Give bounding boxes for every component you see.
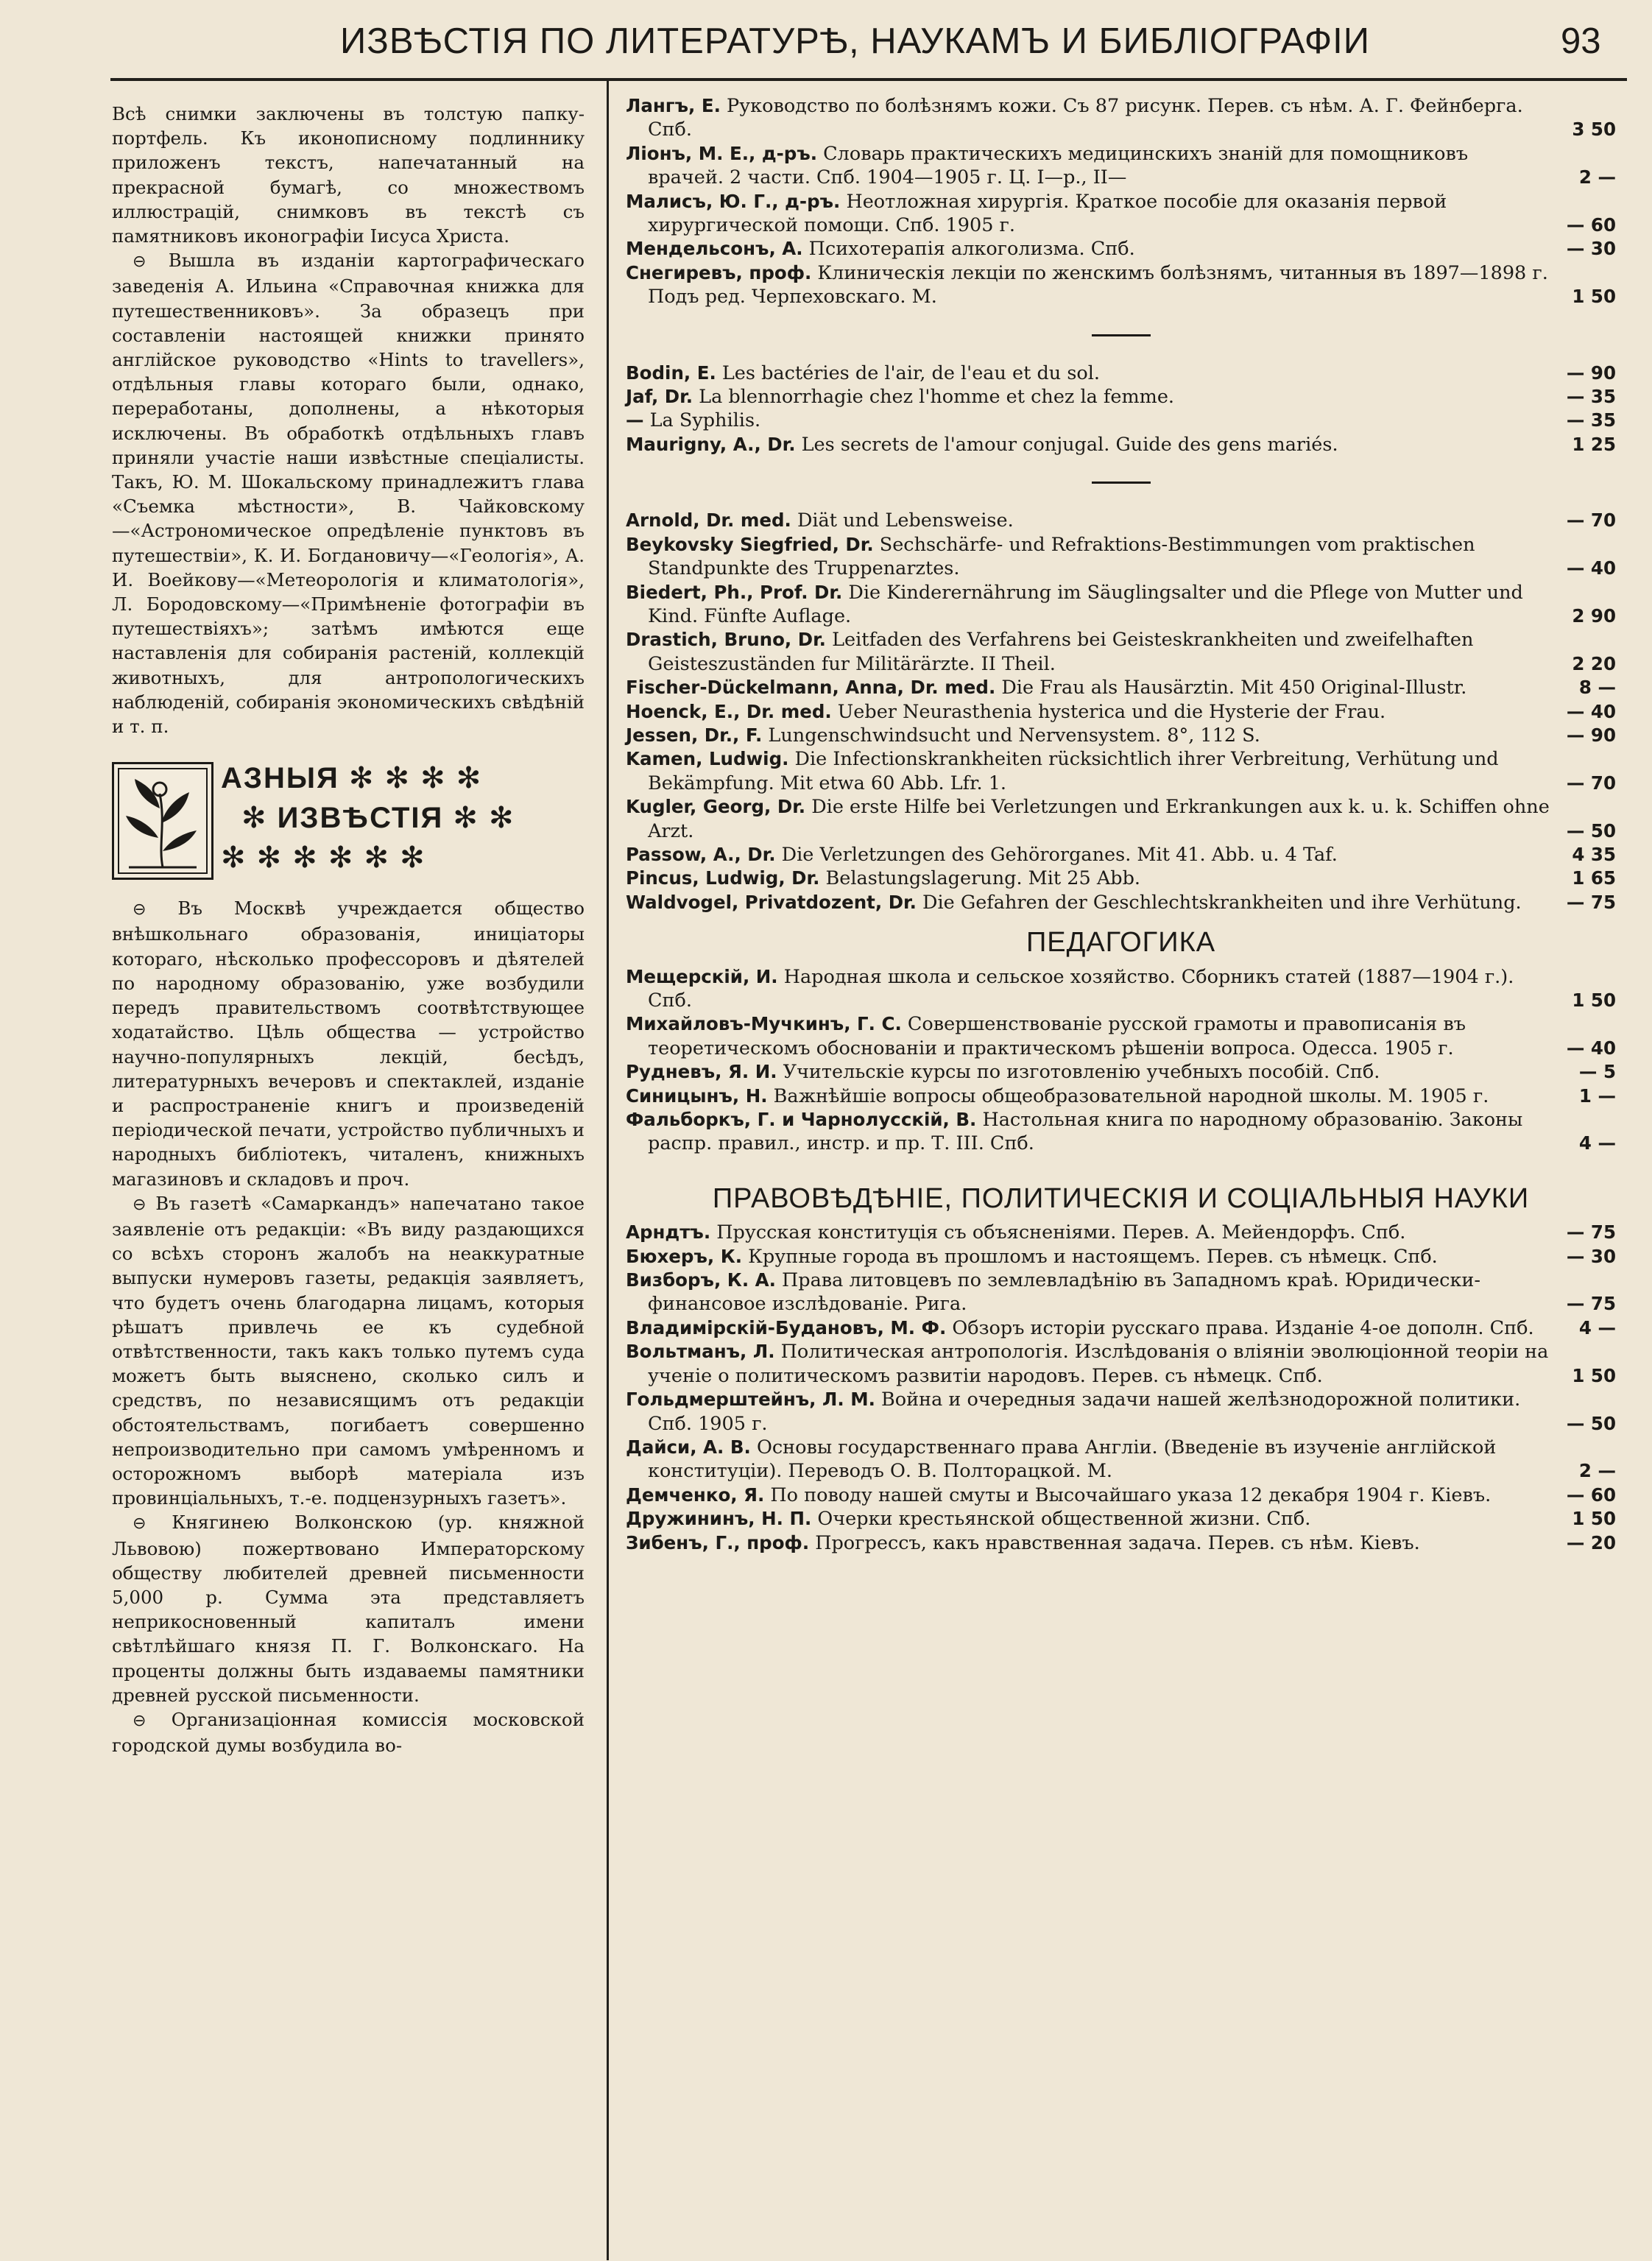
- travel-guide-paragraph: ⊖ Вышла въ изданіи картографическаго заведенія А. Ильина «Справочная книжка для путешественниковъ». За образецъ при составленіи настоящей книжки принято англійское руководство «Hints to travellers», отдѣльныя главы котораго были, однако, переработаны, дополнены, а нѣкоторыя исключены. Въ обработкѣ отдѣльныхъ главъ приняли участіе наши извѣстные спеціалисты. Такъ, Ю. М. Шокальскому принадлежитъ глава «Съемка мѣстности», В. Чайковскому—«Астрономическое опредѣленіе пунктовъ въ путешествіи», К. И. Богдановичу—«Геологія», А. И. Воейкову—«Метеорологія и климатологія», Л. Бородовскому—«Примѣненіе фотографіи въ путешествіяхъ»; затѣмъ имѣются еще наставленія для собиранія растеній, коллекцій животныхъ, для антропологическихъ наблюденій, собиранія экономическихъ свѣдѣній и т. п.: [112, 250, 585, 738]
- book-entry: Демченко, Я. По поводу нашей смуты и Высочайшаго указа 12 декабря 1904 г. Кіевъ. — 60: [626, 1484, 1616, 1506]
- news-item: ⊖ Организаціонная комиссія московской городской думы возбудила во-: [112, 1708, 585, 1757]
- book-entry: Зибенъ, Г., проф. Прогрессъ, какъ нравственная задача. Перев. съ нѣм. Кіевъ. — 20: [626, 1531, 1616, 1554]
- book-entry: Фальборкъ, Г. и Чарнолусскій, В. Настольная книга по народному образованію. Законы распр. правил., инстр. и пр. Т. III. Спб. 4 —: [626, 1109, 1616, 1155]
- book-entry: Ліонъ, М. Е., д-ръ. Словарь практическихъ медицинскихъ знаній для помощниковъ врачей. 2 части. Спб. 1904—1905 г. Ц. I—р., II— 2 —: [626, 142, 1616, 189]
- book-entry: Вольтманъ, Л. Политическая антропологія. Изслѣдованія о вліяніи эволюціонной теоріи на ученіе о политическомъ развитіи народовъ. Перев. съ нѣмецк. Спб. 1 50: [626, 1341, 1616, 1387]
- book-entry: Арндтъ. Прусская конституція съ объясненіями. Перев. А. Мейендорфъ. Спб. — 75: [626, 1221, 1616, 1244]
- book-entry: Beykovsky Siegfried, Dr. Sechschärfe- und Refraktions-Bestimmungen vom praktischen Standpunkte des Truppenarztes. — 40: [626, 533, 1616, 580]
- book-entry: Владимірскій-Будановъ, М. Ф. Обзоръ исторіи русскаго права. Изданіе 4-ое дополн. Спб. 4 —: [626, 1316, 1616, 1339]
- book-entry: Biedert, Ph., Prof. Dr. Die Kinderernährung im Säuglingsalter und die Pflege von Mutter und Kind. Fünfte Auflage. 2 90: [626, 581, 1616, 627]
- book-entry: Мещерскій, И. Народная школа и сельское хозяйство. Сборникъ статей (1887—1904 г.). Спб. 1 50: [626, 965, 1616, 1012]
- book-entry: Drastich, Bruno, Dr. Leitfaden des Verfahrens bei Geisteskrankheiten und zweifelhaften Geisteszuständen fur Militärärzte. II Theil. 2 20: [626, 629, 1616, 675]
- news-heading-line: ✻ ✻ ✻ ✻ ✻ ✻: [221, 842, 426, 875]
- book-entry: Arnold, Dr. med. Diät und Lebensweise. — 70: [626, 509, 1616, 532]
- section-separator: [1092, 334, 1151, 336]
- book-entry: Гольдмерштейнъ, Л. М. Война и очередныя задачи нашей желѣзнодорожной политики. Спб. 1905 г. — 50: [626, 1389, 1616, 1435]
- news-heading: [112, 762, 585, 886]
- book-entry: Jessen, Dr., F. Lungenschwindsucht und Nervensystem. 8°, 112 S. — 90: [626, 724, 1616, 747]
- book-entry: Jaf, Dr. La blennorrhagie chez l'homme et chez la femme. — 35: [626, 386, 1616, 409]
- news-item: ⊖ Въ Москвѣ учреждается общество внѣшкольнаго образованія, иниціаторы котораго, нѣсколько профессоровъ и дѣятелей по народному образованію, уже возбудили передъ правительствомъ соотвѣтствующее ходатайство. Цѣль общества — устройство научно-популярныхъ лекцій, бесѣдъ, литературныхъ вечеровъ и спектаклей, изданіе и распространеніе книгъ и произведеній періодической печати, устройство публичныхъ и народныхъ библіотекъ, читаленъ, книжныхъ магазиновъ и складовъ и проч.: [112, 897, 585, 1190]
- pedagogy-list: [626, 965, 1616, 1156]
- book-entry: Синицынъ, Н. Важнѣйшіе вопросы общеобразовательной народной школы. М. 1905 г. 1 —: [626, 1084, 1616, 1107]
- book-entry: Снегиревъ, проф. Клиническія лекціи по женскимъ болѣзнямъ, читанныя въ 1897—1898 г. Подъ ред. Черпеховскаго. М. 1 50: [626, 261, 1616, 308]
- paragraph-mark-icon: ⊖: [133, 900, 147, 920]
- running-title: ИЗВѢСТІЯ ПО ЛИТЕРАТУРѢ, НАУКАМЪ И БИБЛІОГРАФІИ: [340, 21, 1371, 61]
- book-entry: Бюхеръ, К. Крупные города въ прошломъ и настоящемъ. Перев. съ нѣмецк. Спб. — 30: [626, 1245, 1616, 1268]
- news-heading-line: АЗНЫЯ ✻ ✻ ✻ ✻: [221, 762, 483, 795]
- book-entry: Passow, A., Dr. Die Verletzungen des Gehörorganes. Mit 41. Abb. u. 4 Taf. 4 35: [626, 843, 1616, 866]
- medical-de-list: [626, 509, 1616, 914]
- paragraph-mark-icon: ⊖: [133, 1711, 147, 1730]
- book-entry: Мендельсонъ, А. Психотерапія алкоголизма. Спб. — 30: [626, 238, 1616, 261]
- column-divider: [607, 81, 609, 2260]
- book-entry: Рудневъ, Я. И. Учительскіе курсы по изготовленію учебныхъ пособій. Спб. — 5: [626, 1061, 1616, 1084]
- book-entry: Maurigny, A., Dr. Les secrets de l'amour conjugal. Guide des gens mariés. 1 25: [626, 433, 1616, 456]
- page-header: [0, 0, 1652, 81]
- news-item: ⊖ Княгинею Волконскою (ур. княжной Львовою) пожертвовано Императорскому обществу любителей древней письменности 5,000 р. Сумма эта представляетъ неприкосновенный капиталъ имени свѣтлѣйшаго князя П. Г. Волконскаго. На проценты должны быть издаваемы памятники древней русской письменности.: [112, 1512, 585, 1706]
- right-column: [626, 94, 1616, 1555]
- book-entry: — La Syphilis. — 35: [626, 409, 1616, 432]
- left-column: [112, 102, 585, 1757]
- law-list: [626, 1221, 1616, 1555]
- book-entry: Fischer-Dückelmann, Anna, Dr. med. Die Frau als Hausärztin. Mit 450 Original-Illustr. 8 —: [626, 677, 1616, 699]
- book-entry: Bodin, E. Les bactéries de l'air, de l'eau et du sol. — 90: [626, 361, 1616, 384]
- section-title-law: ПРАВОВѢДѢНІЕ, ПОЛИТИЧЕСКІЯ И СОЦІАЛЬНЫЯ НАУКИ: [712, 1182, 1530, 1214]
- section-gap: [626, 1156, 1616, 1171]
- book-entry: Дайси, А. В. Основы государственнаго права Англіи. (Введеніе въ изученіе англійской конституціи). Переводъ О. В. Полторацкой. М. 2 —: [626, 1436, 1616, 1483]
- news-heading-line: ✻ ИЗВѢСТІЯ ✻ ✻: [241, 802, 515, 835]
- book-entry: Kamen, Ludwig. Die Infectionskrankheiten rücksichtlich ihrer Verbreitung, Verhütung und Bekämpfung. Mit etwa 60 Abb. Lfr. 1. — 70: [626, 748, 1616, 794]
- paragraph-mark-icon: ⊖: [133, 1514, 147, 1534]
- header-rule: [110, 78, 1627, 81]
- book-entry: Kugler, Georg, Dr. Die erste Hilfe bei Verletzungen und Erkrankungen aux k. u. k. Schiffen ohne Arzt. — 50: [626, 796, 1616, 842]
- book-entry: Визборъ, К. А. Права литовцевъ по землевладѣнію въ Западномъ краѣ. Юридически-финансовое изслѣдованіе. Рига. — 75: [626, 1269, 1616, 1316]
- section-separator: [1092, 482, 1151, 484]
- news-item: ⊖ Въ газетѣ «Самаркандъ» напечатано такое заявленіе отъ редакціи: «Въ виду раздающихся со всѣхъ сторонъ жалобъ на неаккуратные выпуски нумеровъ газеты, редакція заявляетъ, что будетъ очень благодарна лицамъ, которыя рѣшатъ привлечь ее къ судебной отвѣтственности, такъ какъ только путемъ суда можетъ быть выяснено, сколько силъ и средствъ, по независящимъ отъ редакціи обстоятельствамъ, погибаетъ совершенно непроизводительно при самомъ умѣренномъ и осторожномъ выборѣ матеріала изъ провинціальныхъ, т.-е. подцензурныхъ газетъ».: [112, 1192, 585, 1509]
- medical-fr-list: [626, 361, 1616, 457]
- paragraph-mark-icon: ⊖: [133, 253, 147, 272]
- book-entry: Pincus, Ludwig, Dr. Belastungslagerung. Mit 25 Abb. 1 65: [626, 867, 1616, 890]
- book-entry: Михайловъ-Мучкинъ, Г. С. Совершенствованіе русской грамоты и правописанія въ теоретическомъ обоснованіи и практическомъ рѣшеніи вопроса. Одесса. 1905 г. — 40: [626, 1013, 1616, 1059]
- intro-paragraph: Всѣ снимки заключены въ толстую папку-портфель. Къ иконописному подлиннику приложенъ текстъ, напечатанный на прекрасной бумагѣ, со множествомъ иллюстрацій, снимковъ въ текстѣ съ памятниковъ иконографіи Іисуса Христа.: [112, 103, 585, 247]
- page-number: 93: [1561, 21, 1601, 61]
- book-entry: Малисъ, Ю. Г., д-ръ. Неотложная хирургія. Краткое пособіе для оказанія первой хирургической помощи. Спб. 1905 г. — 60: [626, 190, 1616, 237]
- ornamental-initial-icon: [112, 762, 213, 880]
- book-entry: Дружининъ, Н. П. Очерки крестьянской общественной жизни. Спб. 1 50: [626, 1508, 1616, 1531]
- book-entry: Waldvogel, Privatdozent, Dr. Die Gefahren der Geschlechtskrankheiten und ihre Verhütung. — 75: [626, 891, 1616, 914]
- section-title-pedagogy: ПЕДАГОГИКА: [1026, 927, 1216, 959]
- book-entry: Лангъ, Е. Руководство по болѣзнямъ кожи. Съ 87 рисунк. Перев. съ нѣм. А. Г. Фейнберга. Спб. 3 50: [626, 95, 1616, 141]
- paragraph-mark-icon: ⊖: [133, 1195, 147, 1214]
- book-entry: Hoenck, E., Dr. med. Ueber Neurasthenia hysterica und die Hysterie der Frau. — 40: [626, 700, 1616, 723]
- medical-ru-list: [626, 94, 1616, 309]
